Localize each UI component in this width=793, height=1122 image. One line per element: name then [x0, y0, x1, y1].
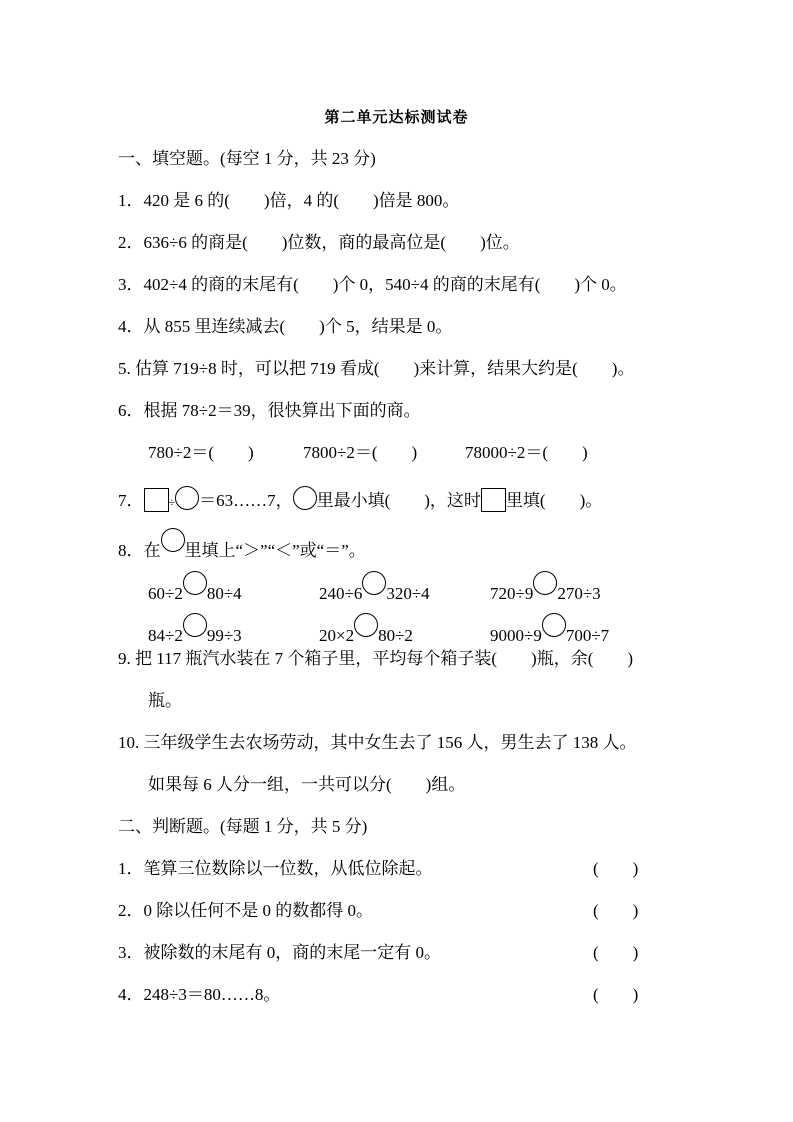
compare-left: 84÷2: [148, 626, 183, 645]
judge-answer-3: ( ): [593, 943, 639, 962]
compare-left: 20×2: [319, 626, 355, 645]
square-blank-icon: [144, 488, 169, 512]
question-9-line1: 9. 把 117 瓶汽水装在 7 个箱子里，平均每个箱子装( )瓶，余( ): [118, 649, 634, 668]
q6-item-2: 7800÷2＝( ): [303, 443, 418, 462]
judge-item-3: 3．被除数的末尾有 0，商的末尾一定有 0。: [118, 943, 441, 962]
compare-right: 80÷2: [378, 626, 413, 645]
q8-number: 8．在: [118, 541, 161, 560]
question-7: [118, 486, 602, 512]
judge-answer-1: ( ): [593, 859, 639, 878]
compare-left: 240÷6: [319, 584, 363, 603]
q8-compare-2: [319, 571, 430, 604]
q6-item-1: 780÷2＝( ): [148, 443, 254, 462]
question-1: 1．420 是 6 的( )倍，4 的( )倍是 800。: [118, 191, 460, 210]
section1-heading: 一、填空题。(每空 1 分，共 23 分): [118, 149, 376, 168]
question-9-line2: 瓶。: [148, 691, 182, 710]
q8-text: 里填上“＞”“＜”或“＝”。: [184, 541, 366, 560]
circle-blank-icon: [161, 528, 185, 552]
compare-right: 80÷4: [206, 584, 242, 603]
circle-blank-icon: [362, 571, 386, 595]
q7-mid-text: 里最小填( )，这时: [316, 491, 481, 510]
question-3: 3．402÷4 的商的末尾有( )个 0，540÷4 的商的末尾有( )个 0。: [118, 275, 627, 294]
q7-div-sign: ÷: [168, 495, 176, 509]
question-2: 2．636÷6 的商是( )位数，商的最高位是( )位。: [118, 233, 520, 252]
circle-blank-icon: [183, 571, 207, 595]
q6-item-3: 78000÷2＝( ): [465, 443, 588, 462]
compare-left: 720÷9: [490, 584, 534, 603]
judge-item-2: 2．0 除以任何不是 0 的数都得 0。: [118, 901, 373, 920]
compare-right: 700÷7: [565, 626, 610, 645]
judge-answer-4: ( ): [593, 985, 639, 1004]
question-6: 6．根据 78÷2＝39，很快算出下面的商。: [118, 401, 421, 420]
circle-blank-icon: [175, 486, 199, 510]
square-blank-icon: [481, 488, 506, 512]
q7-end-text: 里填( )。: [505, 491, 603, 510]
question-10-line1: 10. 三年级学生去农场劳动，其中女生去了 156 人，男生去了 138 人。: [118, 733, 637, 752]
section2-heading: 二、判断题。(每题 1 分，共 5 分): [118, 817, 368, 836]
q7-equation: ＝63……7，: [199, 491, 293, 510]
question-5: 5. 估算 719÷8 时，可以把 719 看成( )来计算，结果大约是( )。: [118, 359, 635, 378]
judge-answer-2: ( ): [593, 901, 639, 920]
compare-right: 99÷3: [206, 626, 242, 645]
compare-left: 60÷2: [148, 584, 183, 603]
judge-item-1: 1．笔算三位数除以一位数，从低位除起。: [118, 859, 433, 878]
question-10-line2: 如果每 6 人分一组，一共可以分( )组。: [148, 775, 466, 794]
circle-blank-icon: [183, 613, 207, 637]
q8-compare-3: [490, 571, 601, 604]
circle-blank-icon: [533, 571, 557, 595]
circle-blank-icon: [293, 486, 317, 510]
question-8: [118, 528, 366, 561]
q8-compare-4: [148, 613, 242, 646]
q8-compare-6: [490, 613, 609, 646]
q8-compare-5: [319, 613, 413, 646]
judge-item-4: 4．248÷3＝80……8。: [118, 985, 281, 1004]
q7-number: 7．: [118, 491, 144, 510]
question-4: 4．从 855 里连续减去( )个 5，结果是 0。: [118, 317, 453, 336]
compare-right: 270÷3: [557, 584, 601, 603]
compare-right: 320÷4: [386, 584, 430, 603]
compare-left: 9000÷9: [490, 626, 542, 645]
page-title: 第二单元达标测试卷: [324, 108, 469, 126]
circle-blank-icon: [354, 613, 378, 637]
circle-blank-icon: [542, 613, 566, 637]
q8-compare-1: [148, 571, 242, 604]
